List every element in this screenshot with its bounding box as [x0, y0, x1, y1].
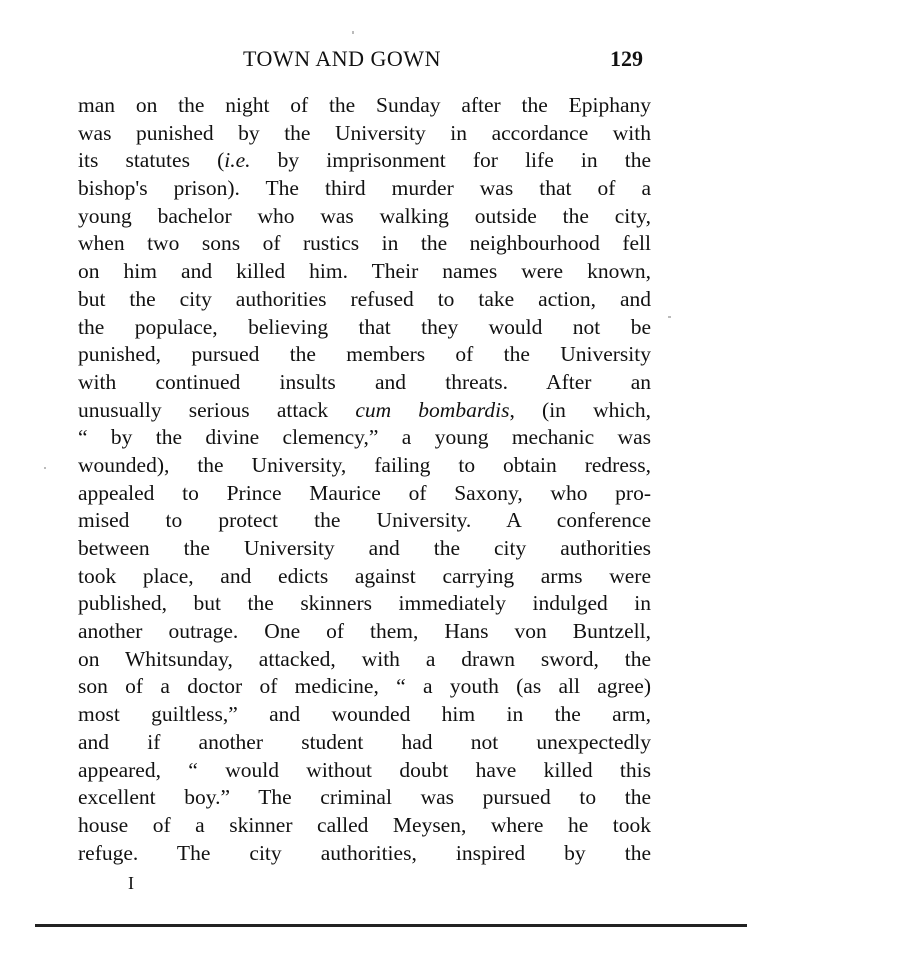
text-line: refuge. The city authorities, inspired by the [78, 840, 651, 865]
body-text [78, 92, 651, 867]
text-line: published, but the skinners immediately indulged in [78, 591, 651, 616]
text-line: wounded), the University, failing to obtain redress, [78, 452, 651, 477]
text-line: son of a doctor of medicine, “ a youth (as all agree) [78, 674, 651, 699]
running-title: TOWN AND GOWN [243, 46, 441, 71]
text-line: bishop's prison). The third murder was that of a [78, 176, 651, 201]
italic-term: i.e. [224, 148, 251, 173]
text-line: punished, pursued the members of the University [78, 342, 651, 367]
page-number: 129 [610, 46, 643, 71]
text-line: took place, and edicts against carrying arms were [78, 563, 651, 588]
text-line: but the city authorities refused to take action, and [78, 286, 651, 311]
text-segment: unusually serious attack [78, 397, 356, 422]
scan-speck [668, 316, 671, 318]
text-segment: its statutes ( [78, 148, 225, 173]
text-line: was punished by the University in accordance with [78, 120, 651, 145]
text-line: young bachelor who was walking outside the city, [78, 203, 651, 228]
text-line: most guiltless,” and wounded him in the arm, [78, 702, 651, 727]
text-line [78, 147, 651, 175]
scan-speck [44, 467, 46, 469]
text-segment: , (in which, [509, 397, 651, 422]
italic-term: cum bombardis [355, 397, 510, 422]
text-line: mised to protect the University. A conference [78, 508, 651, 533]
bottom-rule [35, 924, 747, 927]
text-line: appeared, “ would without doubt have killed this [78, 757, 651, 782]
signature-mark: I [128, 873, 134, 893]
text-line: with continued insults and threats. After an [78, 369, 651, 394]
text-line [78, 397, 651, 425]
running-head [0, 46, 900, 76]
text-segment: by imprisonment for life in the [250, 148, 651, 173]
text-line: “ by the divine clemency,” a young mechanic was [78, 425, 651, 450]
text-line: the populace, believing that they would not be [78, 314, 651, 339]
text-line: when two sons of rustics in the neighbourhood fell [78, 231, 651, 256]
text-line: another outrage. One of them, Hans von Buntzell, [78, 619, 651, 644]
text-line: man on the night of the Sunday after the Epiphany [78, 93, 651, 117]
scan-speck [352, 31, 354, 34]
text-line: excellent boy.” The criminal was pursued to the [78, 785, 651, 810]
text-line: on Whitsunday, attacked, with a drawn sword, the [78, 646, 651, 671]
text-line: on him and killed him. Their names were known, [78, 259, 651, 284]
text-line: appealed to Prince Maurice of Saxony, who pro- [78, 480, 651, 505]
text-line: house of a skinner called Meysen, where he took [78, 812, 651, 837]
text-line: and if another student had not unexpectedly [78, 729, 651, 754]
text-line: between the University and the city authorities [78, 536, 651, 560]
